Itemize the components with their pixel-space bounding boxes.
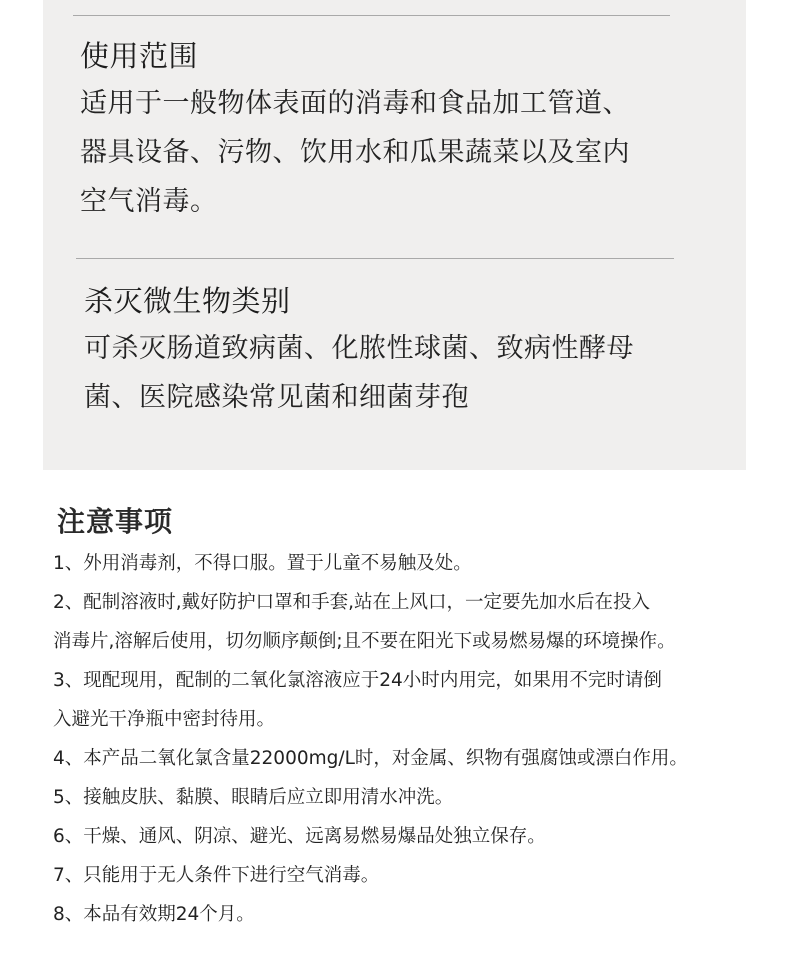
notes-line: 5、接触皮肤、黏膜、眼睛后应立即用清水冲洗。	[53, 787, 454, 808]
microbes-line: 可杀灭肠道致病菌、化脓性球菌、致病性酵母	[84, 333, 634, 364]
microbes-heading: 杀灭微生物类别	[84, 284, 291, 318]
notes-line: 消毒片,溶解后使用，切勿顺序颠倒;且不要在阳光下或易燃易爆的环境操作。	[53, 631, 676, 652]
divider-middle	[76, 258, 674, 259]
notes-line: 8、本品有效期24个月。	[53, 904, 255, 925]
scope-line: 空气消毒。	[80, 186, 218, 217]
notes-line: 2、配制溶液时,戴好防护口罩和手套,站在上风口，一定要先加水后在投入	[53, 592, 651, 613]
notes-title: 注意事项	[57, 505, 174, 538]
notes-line: 4、本产品二氧化氯含量22000mg/L时，对金属、织物有强腐蚀或漂白作用。	[53, 748, 688, 769]
divider-top	[73, 15, 670, 16]
notes-line: 3、现配现用，配制的二氧化氯溶液应于24小时内用完，如果用不完时请倒	[53, 670, 662, 691]
notes-line: 入避光干净瓶中密封待用。	[53, 709, 276, 730]
scope-line: 适用于一般物体表面的消毒和食品加工管道、	[80, 88, 630, 119]
notes-line: 7、只能用于无人条件下进行空气消毒。	[53, 865, 380, 886]
scope-heading: 使用范围	[80, 39, 199, 73]
notes-line: 6、干燥、通风、阴凉、避光、远离易燃易爆品处独立保存。	[53, 826, 546, 847]
microbes-section	[84, 283, 704, 422]
notes-section	[53, 502, 783, 934]
scope-section	[80, 38, 700, 226]
notes-line: 1、外用消毒剂，不得口服。置于儿童不易触及处。	[53, 553, 472, 574]
microbes-line: 菌、医院感染常见菌和细菌芽孢	[84, 382, 469, 413]
scope-line: 器具设备、污物、饮用水和瓜果蔬菜以及室内	[80, 137, 630, 168]
